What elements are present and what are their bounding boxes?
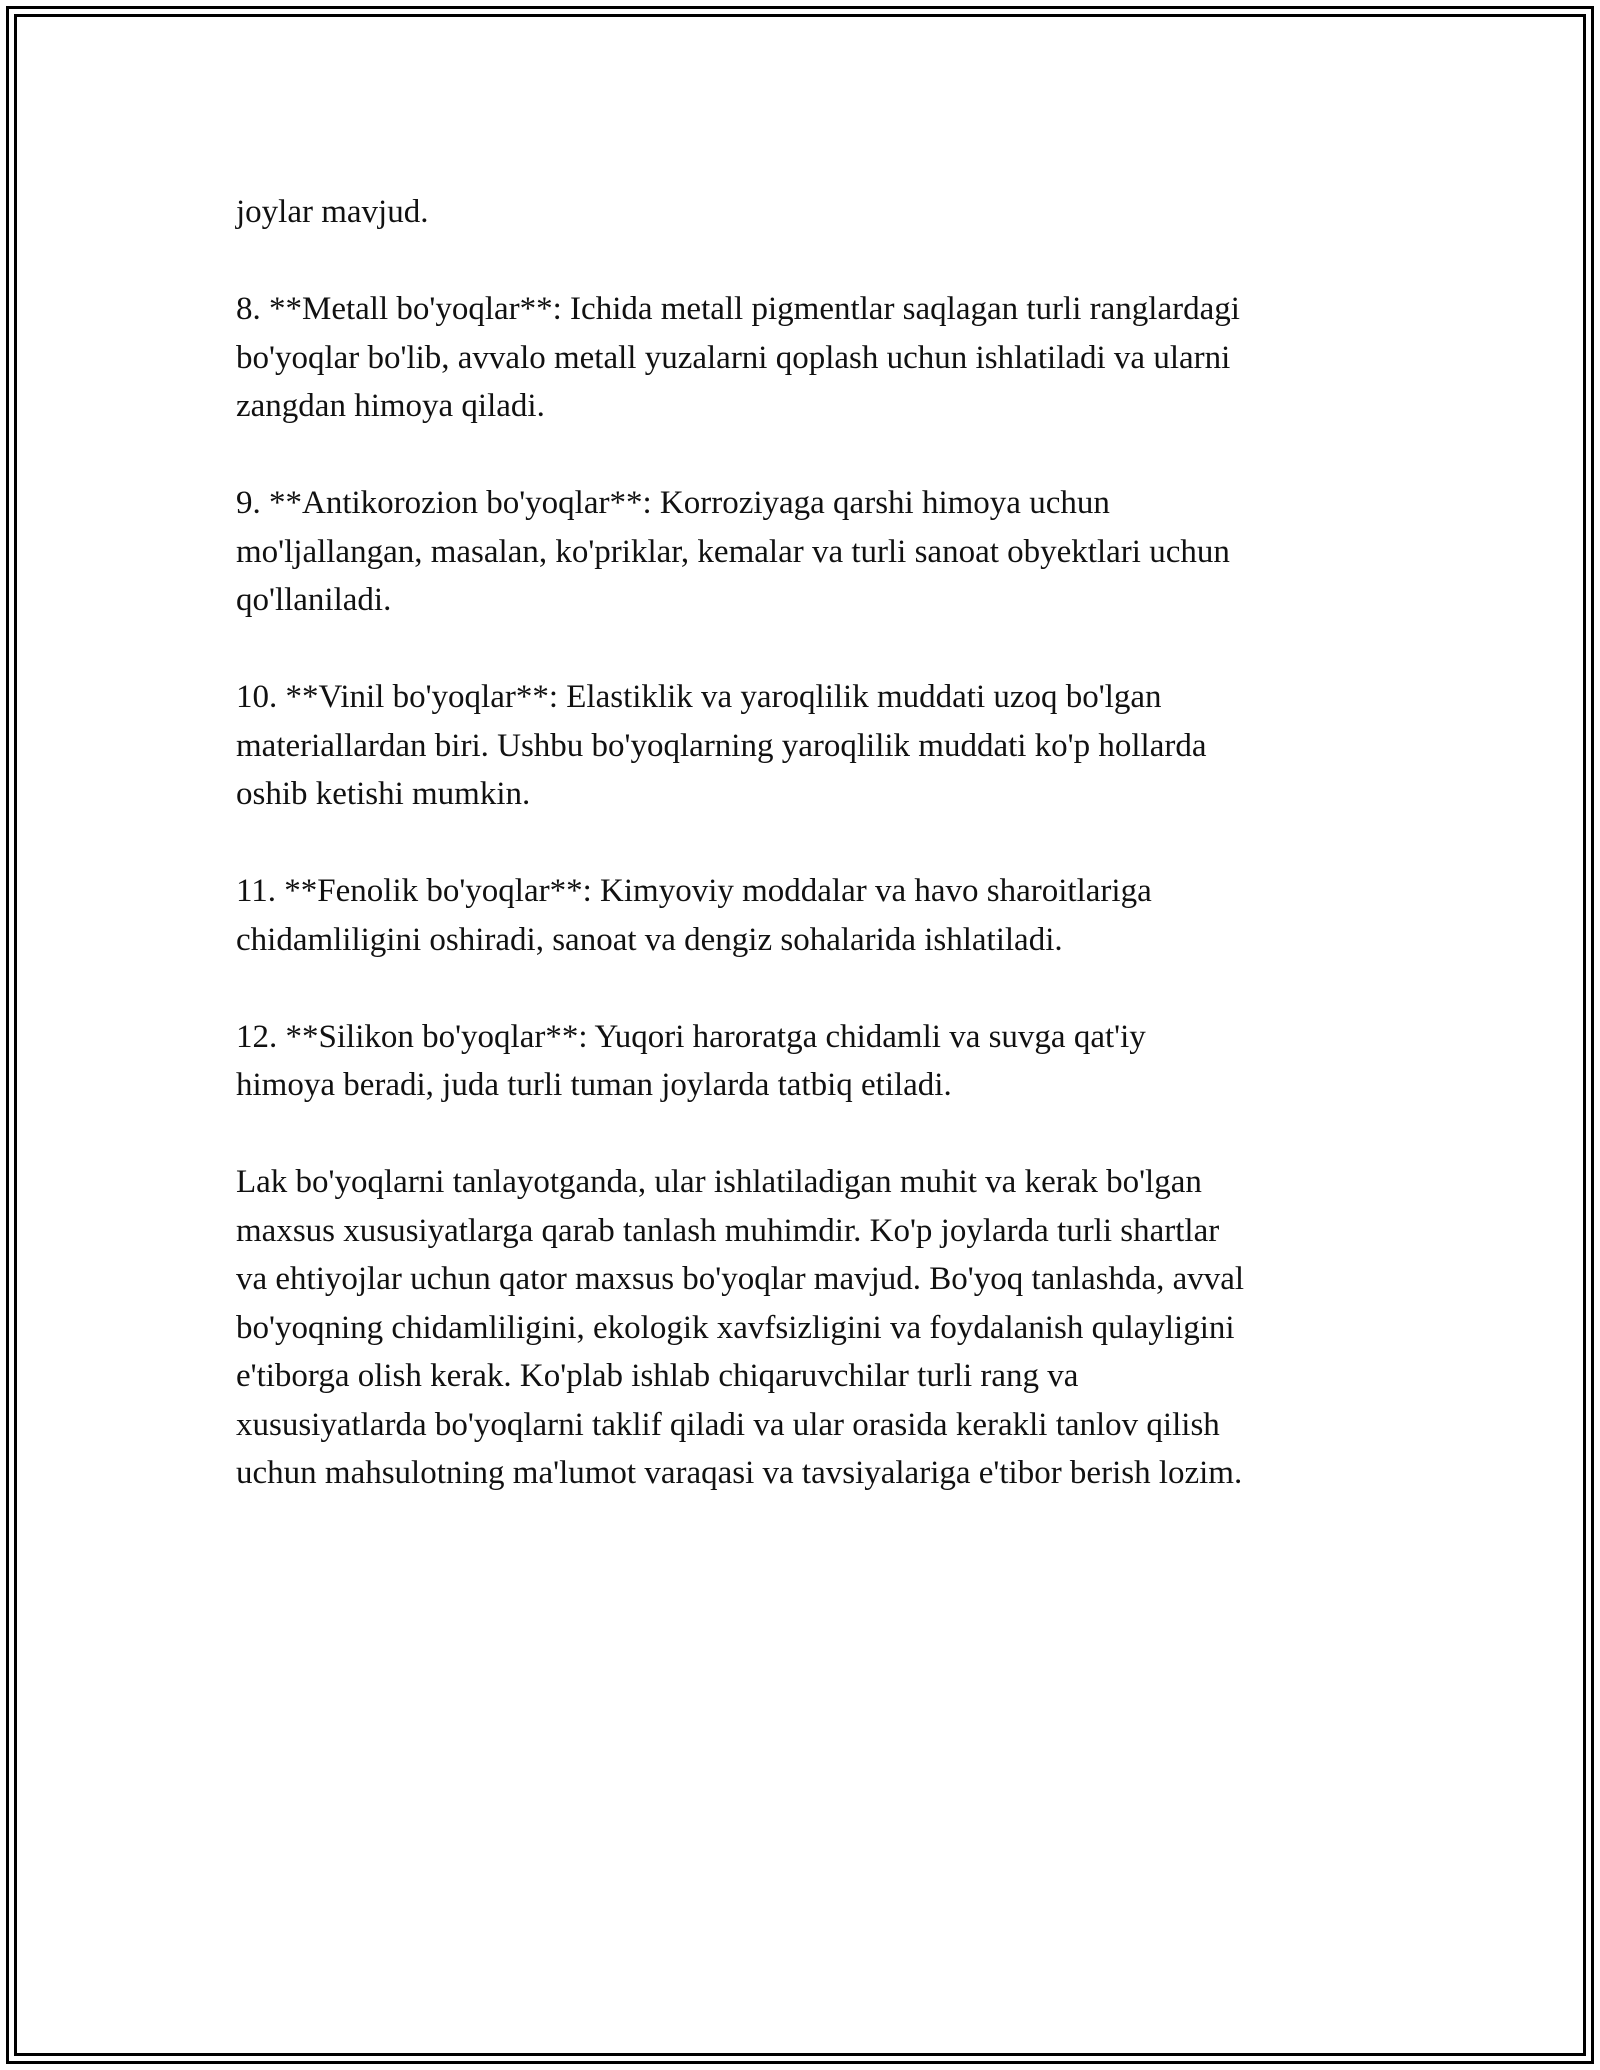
text-line: joylar mavjud. (236, 194, 429, 230)
text-line: bo'yoqlar bo'lib, avvalo metall yuzalarni qoplash uchun ishlatiladi va ularni (236, 339, 1231, 376)
text-line: 10. **Vinil bo'yoqlar**: Elastiklik va yaroqlilik muddati uzoq bo'lgan (236, 679, 1162, 715)
text-line: Lak bo'yoqlarni tanlayotganda, ular ishlatiladigan muhit va kerak bo'lgan (236, 1164, 1202, 1200)
paragraph-item-9-antikorozion (236, 479, 1366, 625)
text-line: 8. **Metall bo'yoqlar**: Ichida metall pigmentlar saqlagan turli ranglardagi (236, 291, 1240, 327)
text-line: mo'ljallangan, masalan, ko'priklar, kemalar va turli sanoat obyektlari uchun (236, 533, 1230, 570)
text-line: e'tiborga olish kerak. Ko'plab ishlab chiqaruvchilar turli rang va (236, 1358, 1079, 1394)
text-line: qo'llaniladi. (236, 582, 392, 618)
text-line: va ehtiyojlar uchun qator maxsus bo'yoqlar mavjud. Bo'yoq tanlashda, avval (236, 1261, 1245, 1297)
paragraph-item-12-silikon (236, 1013, 1366, 1110)
text-line: xususiyatlarda bo'yoqlarni taklif qiladi va ular orasida kerakli tanlov qilish (236, 1406, 1220, 1443)
text-line: zangdan himoya qiladi. (236, 388, 545, 424)
text-line: oshib ketishi mumkin. (236, 776, 531, 812)
text-line: bo'yoqning chidamliligini, ekologik xavfsizligini va foydalanish qulayligini (236, 1309, 1235, 1346)
paragraph-item-10-vinil (236, 673, 1366, 819)
text-line: 11. **Fenolik bo'yoqlar**: Kimyoviy moddalar va havo sharoitlariga (236, 873, 1152, 909)
text-line: maxsus xususiyatlarga qarab tanlash muhimdir. Ko'p joylarda turli shartlar (236, 1212, 1220, 1249)
text-line: uchun mahsulotning ma'lumot varaqasi va tavsiyalariga e'tibor berish lozim. (236, 1455, 1243, 1491)
paragraph-item-11-fenolik (236, 867, 1366, 964)
text-line: 12. **Silikon bo'yoqlar**: Yuqori haroratga chidamli va suvga qat'iy (236, 1018, 1146, 1055)
document-body (236, 188, 1366, 1546)
paragraph-conclusion (236, 1158, 1366, 1498)
text-line: himoya beradi, juda turli tuman joylarda tatbiq etiladi. (236, 1067, 952, 1103)
text-line: chidamliligini oshiradi, sanoat va dengiz sohalarida ishlatiladi. (236, 921, 1063, 958)
text-line: materiallardan biri. Ushbu bo'yoqlarning yaroqlilik muddati ko'p hollarda (236, 727, 1207, 764)
text-line: 9. **Antikorozion bo'yoqlar**: Korroziyaga qarshi himoya uchun (236, 485, 1110, 521)
paragraph-item-8-metall (236, 285, 1366, 431)
paragraph-continuation (236, 188, 1366, 237)
